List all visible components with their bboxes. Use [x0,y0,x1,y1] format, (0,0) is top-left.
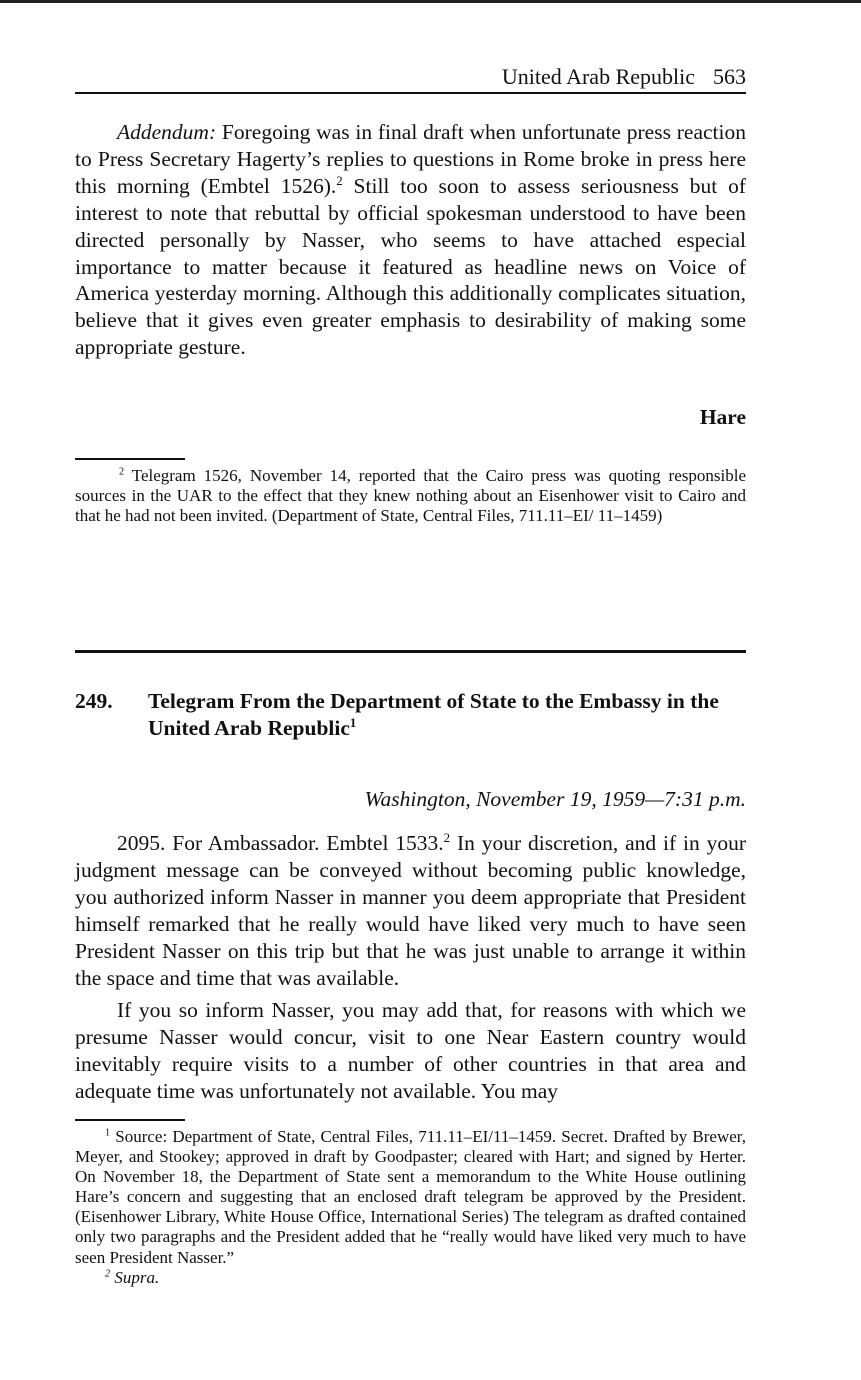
footnote-1 [75,1127,746,1268]
footnote-2-supra [75,1268,746,1288]
section-divider [75,650,746,653]
document-title-wrap [148,688,746,742]
title-footnote-ref: 1 [349,715,357,730]
addendum-section [75,119,746,361]
telegram-body [75,830,746,1105]
dateline: Washington, November 19, 1959—7:31 p.m. [364,787,746,811]
telegram-paragraph-1 [75,830,746,991]
top-edge-rule [0,0,861,3]
running-head-title: United Arab Republic [501,64,695,89]
addendum-label: Addendum: [117,120,217,144]
document-heading [75,688,746,742]
document-number: 249. [75,689,113,713]
footnote-2-mark: 2 [105,1268,111,1279]
header-rule [75,92,746,94]
footnote-rule [75,458,185,460]
signature: Hare [699,405,746,429]
addendum-text-1: Foregoing was in final draft when unfortunate press reaction to Press Secretary Hagerty’s replies to questions in Rome broke in press here this morning (Embtel 1526). [75,120,746,198]
footnote-rule-bottom [75,1119,185,1121]
running-head [75,62,746,92]
footnote-text: Telegram 1526, November 14, reported that the Cairo press was quoting responsible sources in the UAR to the effect that they knew nothing about an Eisenhower visit to Cairo and that he had not been invited. (Department of State, Central Files, 711.11–EI/ 11–1459) [75,466,746,526]
footnote-1-mark: 1 [105,1127,111,1139]
footnote-2 [75,466,746,526]
telegram-paragraph-2: If you so inform Nasser, you may add that, for reasons with which we presume Nasser would concur, visit to one Near Eastern country would inevitably require visits to a number of other countries in that area and adequate time was unfortunately not available. You may [75,998,746,1104]
page-number: 563 [713,64,746,89]
addendum-text-2: Still too soon to assess seriousness but of interest to note that rebuttal by official spokesman understood to have been directed personally by Nasser, who seems to have attached especial importance to matter because it featured as headline news on Voice of America yesterday morning. Although this additionally complicates situation, believe that it gives even greater emphasis to desirability of making some appropriate gesture. [75,173,746,360]
footnote-1-text: Source: Department of State, Central Files, 711.11–EI/11–1459. Secret. Drafted by Brewer, Meyer, and Stookey; approved in draft by Goodpaster; cleared with Hart; and signed by Herter. On November 18, the Department of State sent a memorandum to the White House outlining Hare’s concern and suggesting that an enclosed draft telegram be approved by the President. (Eisenhower Library, White House Office, International Series) The telegram as drafted contained only two paragraphs and the President added that he “really would have liked very much to have seen President Nasser.” [75,1127,746,1267]
footnote-ref-2: 2 [336,173,343,188]
footnote-block-bottom [75,1127,746,1288]
addendum-paragraph [75,119,746,361]
footnote-mark: 2 [119,466,125,478]
paragraph-1-text: In your discretion, and if in your judgment message can be conveyed without becoming public knowledge, you authorized inform Nasser in manner you deem appropriate that President himself remarked that he really would have liked very much to have seen President Nasser on this trip but that he was just unable to arrange it within the space and time that was available. [75,831,746,990]
footnote-2-text: Supra. [110,1267,160,1287]
document-title: Telegram From the Department of State to the Embassy in the United Arab Republic [148,689,719,740]
footnote-block-top [75,466,746,526]
paragraph-1-lead: 2095. For Ambassador. Embtel 1533. [117,831,444,855]
paragraph-1-footnote-ref: 2 [443,830,451,845]
